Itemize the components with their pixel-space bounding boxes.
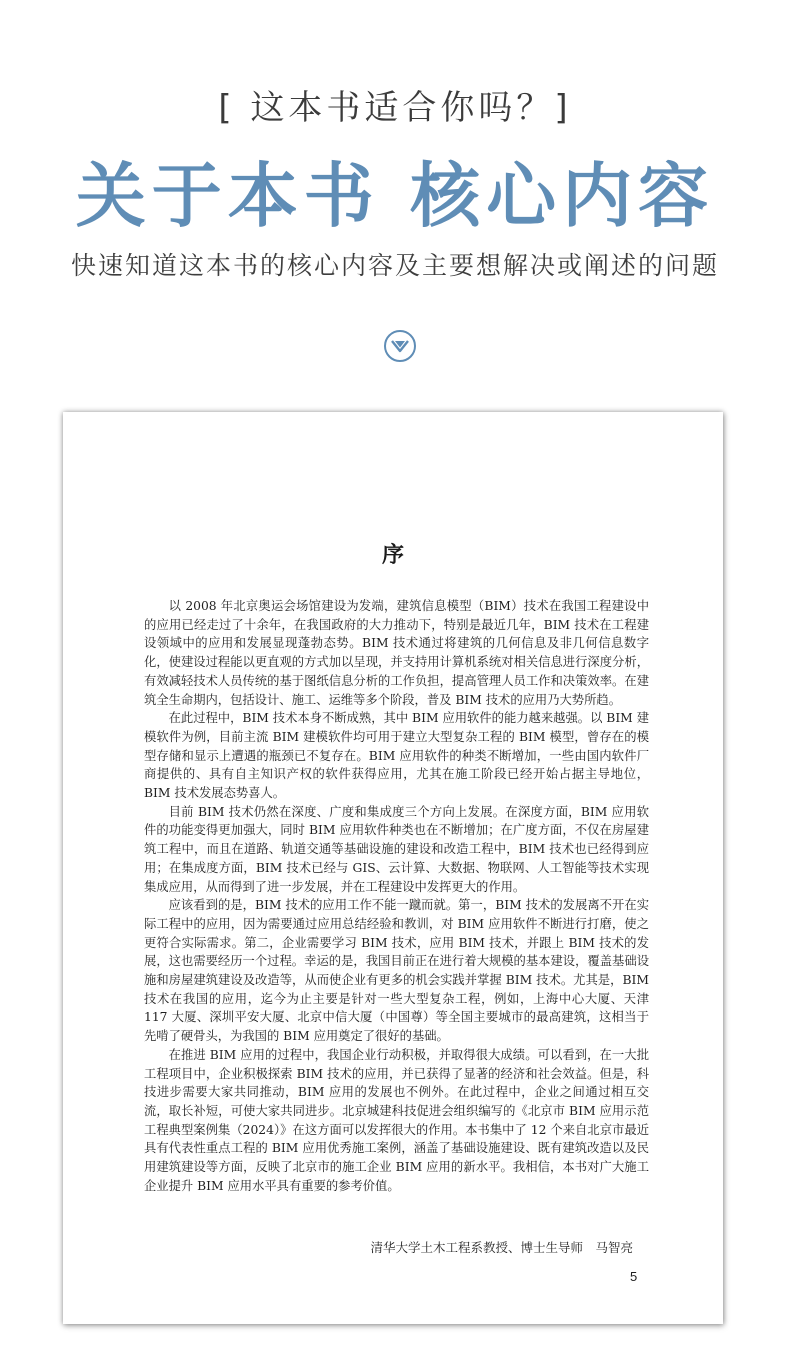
page-number: 5 — [630, 1269, 638, 1284]
paragraph-2: 在此过程中，BIM 技术本身不断成熟，其中 BIM 应用软件的能力越来越强。以 BIM 建模软件为例，目前主流 BIM 建模软件均可用于建立大型复杂工程的 BIM 模型，曾存在的模型存储和显示上遭遇的瓶颈已不复存在。BIM 应用软件的种类不断增加，一些由国内软件厂商提供的、具有自主知识产权的软件获得应用，尤其在施工阶段已经开始占据主导地位，BIM 技术发展态势喜人。 — [144, 711, 649, 801]
paragraph-5: 在推进 BIM 应用的过程中，我国企业行动积极，并取得很大成绩。可以看到，在一大批工程项目中，企业积极探索 BIM 技术的应用，并已获得了显著的经济和社会效益。但是，科技进步需要大家共同推动，BIM 应用的发展也不例外。在此过程中，企业之间通过相互交流，取长补短，可使大家共同进步。北京城建科技促进会组织编写的《北京市 BIM 应用示范工程典型案例集（2024）》在这方面可以发挥很大的作用。本书集中了 12 个来自北京市最近具有代表性重点工程的 BIM 应用优秀施工案例，涵盖了基础设施建设、既有建筑改造以及民用建筑建设等方面，反映了北京市的施工企业 BIM 应用的新水平。我相信，本书对广大施工企业提升 BIM 应用水平具有重要的参考价值。 — [144, 1047, 649, 1193]
section-title: 关于本书 核心内容 — [75, 154, 715, 237]
preface-body — [144, 597, 649, 1196]
preface-heading: 序 — [381, 542, 404, 568]
preface-page — [63, 412, 723, 1324]
paragraph-1: 以 2008 年北京奥运会场馆建设为发端，建筑信息模型（BIM）技术在我国工程建设中的应用已经走过了十余年，在我国政府的大力推动下，特别是最近几年，BIM 技术在工程建设领域中的应用和发展显现蓬勃态势。BIM 技术通过将建筑的几何信息及非几何信息数字化，使建设过程能以更直观的方式加以呈现，并支持用计算机系统对相关信息进行深度分析，有效减轻技术人员传统的基于图纸信息分析的工作负担，提高管理人员工作和决策效率。在建筑全生命期内，包括设计、施工、运维等多个阶段，普及 BIM 技术的应用乃大势所趋。 — [144, 599, 649, 707]
paragraph-4: 应该看到的是，BIM 技术的应用工作不能一蹴而就。第一，BIM 技术的发展离不开在实际工程中的应用，因为需要通过应用总结经验和教训，对 BIM 应用软件不断进行打磨，使之更符合实际需求。第二，企业需要学习 BIM 技术，应用 BIM 技术，并跟上 BIM 技术的发展，这也需要经历一个过程。幸运的是，我国目前正在进行着大规模的基本建设，覆盖基础设施和房屋建筑建设及改造等，从而使企业有更多的机会实践并掌握 BIM 技术。尤其是，BIM 技术在我国的应用，迄今为止主要是针对一些大型复杂工程，例如，上海中心大厦、天津 117 大厦、深圳平安大厦、北京中信大厦（中国尊）等全国主要城市的最高建筑，这相当于先啃了硬骨头，为我国的 BIM 应用奠定了很好的基础。 — [144, 898, 649, 1044]
paragraph-3: 目前 BIM 技术仍然在深度、广度和集成度三个方向上发展。在深度方面，BIM 应用软件的功能变得更加强大，同时 BIM 应用软件种类也在不断增加；在广度方面，不仅在房屋建筑工程中，而且在道路、轨道交通等基础设施的建设和改造工程中，BIM 技术也已经得到应用；在集成度方面，BIM 技术已经与 GIS、云计算、大数据、物联网、人工智能等技术实现集成应用，从而得到了进一步发展，并在工程建设中发挥更大的作用。 — [144, 804, 649, 894]
section-subtitle: 快速知道这本书的核心内容及主要想解决或阐述的问题 — [70, 251, 719, 280]
author-signature: 清华大学土木工程系教授、博士生导师 马智亮 — [370, 1240, 633, 1255]
chevron-down-circle-icon — [383, 329, 417, 363]
book-fit-question: [ 这本书适合你吗？] — [218, 88, 572, 128]
